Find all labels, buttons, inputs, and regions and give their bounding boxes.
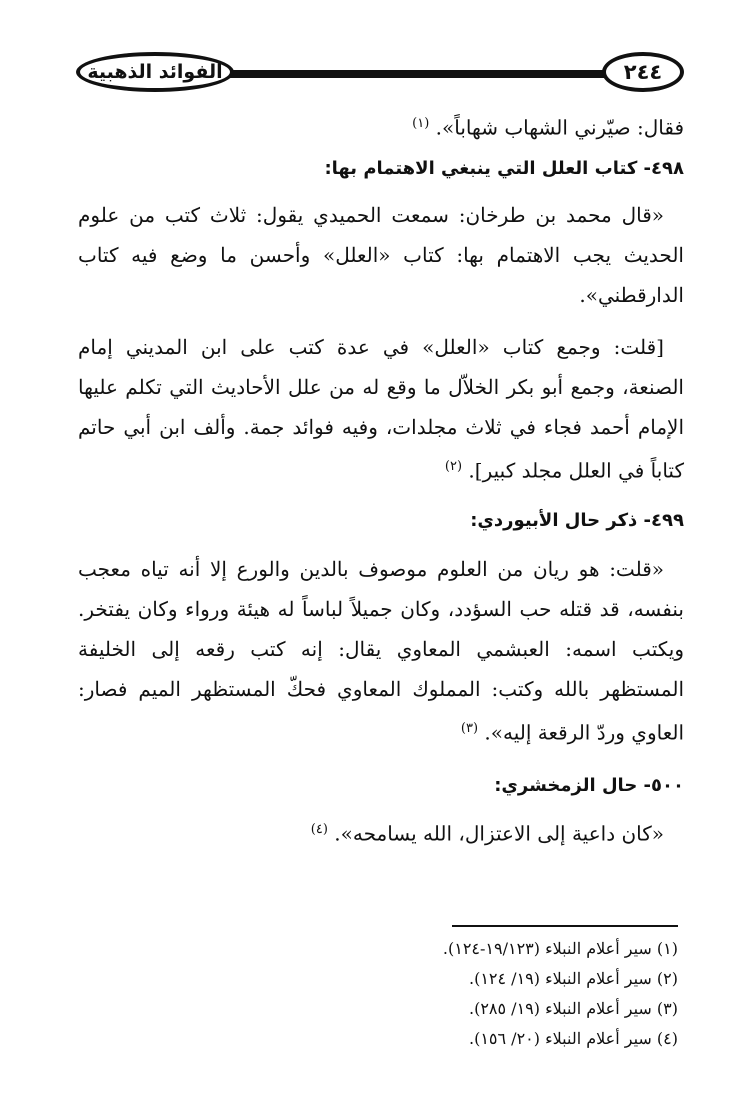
footnote-4: (٤) سير أعلام النبلاء (٢٠/ ١٥٦).: [468, 1029, 678, 1048]
paragraph-498-quote: «قال محمد بن طرخان: سمعت الحميدي يقول: ثلاث كتب من علوم الحديث يجب الاهتمام بها: كتاب «العلل» وأحسن ما وضع فيه كتاب الدارقطني».: [78, 202, 684, 307]
footnote-marker: (٢): [444, 458, 463, 474]
footnote-marker: (٤): [310, 821, 328, 837]
page-body: [78, 108, 684, 850]
footnote-separator: [452, 925, 678, 927]
footnote-2: (٢) سير أعلام النبلاء (١٩/ ١٢٤).: [468, 969, 678, 988]
paragraph-498-note: [قلت: وجمع كتاب «العلل» في عدة كتب على ابن المديني إمام الصنعة، وجمع أبو بكر الخلاّل ما وقع له من علل الأحاديث التي تكلم عليها الإمام أحمد فجاء في ثلاث مجلدات، وفيه فوائد جمة. وألف ابن أبي حاتم كتاباً في العلل مجلد كبير]. $^{(٢)}$: [78, 334, 684, 483]
book-title: الفوائد الذهبية: [87, 61, 223, 83]
footnote-3: (٣) سير أعلام النبلاء (١٩/ ٢٨٥).: [468, 999, 678, 1018]
footnote-marker: (٣): [460, 721, 479, 737]
footnote-1: (١) سير أعلام النبلاء (١٩/١٢٣-١٢٤).: [442, 939, 678, 958]
page-number: ٢٤٤: [623, 60, 663, 84]
paragraph-499: «قلت: هو ريان من العلوم موصوف بالدين والورع إلا أنه تياه معجب بنفسه، قد قتله حب السؤدد، وكان جميلاً لباساً له هيئة ورواء وكان يفتخر. ويكتب اسمه: العبشمي المعاوي يقال: إنه كتب رقعه إلى الخليفة المستظهر بالله وكتب: المملوك المعاوي فحكّ المستظهر الميم فصار: العاوي وردّ الرقعة إليه». $^{(٣)}$: [78, 557, 684, 745]
paragraph-500: «كان داعية إلى الاعتزال، الله يسامحه». $^{(٤)}$: [310, 821, 664, 846]
opening-line: فقال: صيّرني الشهاب شهاباً». $^{(١)}$: [412, 115, 684, 140]
header-rule: [226, 70, 606, 78]
footnotes: [72, 934, 678, 1054]
page-header: [76, 50, 684, 100]
book-title-oval: [76, 52, 234, 92]
section-heading-499: ٤٩٩- ذكر حال الأبيوردي:: [470, 510, 684, 532]
footnote-marker: (١): [412, 116, 430, 131]
section-heading-500: ٥٠٠- حال الزمخشري:: [494, 774, 684, 796]
section-heading-498: ٤٩٨- كتاب العلل التي ينبغي الاهتمام بها:: [324, 157, 684, 179]
page-number-oval: [602, 52, 684, 92]
